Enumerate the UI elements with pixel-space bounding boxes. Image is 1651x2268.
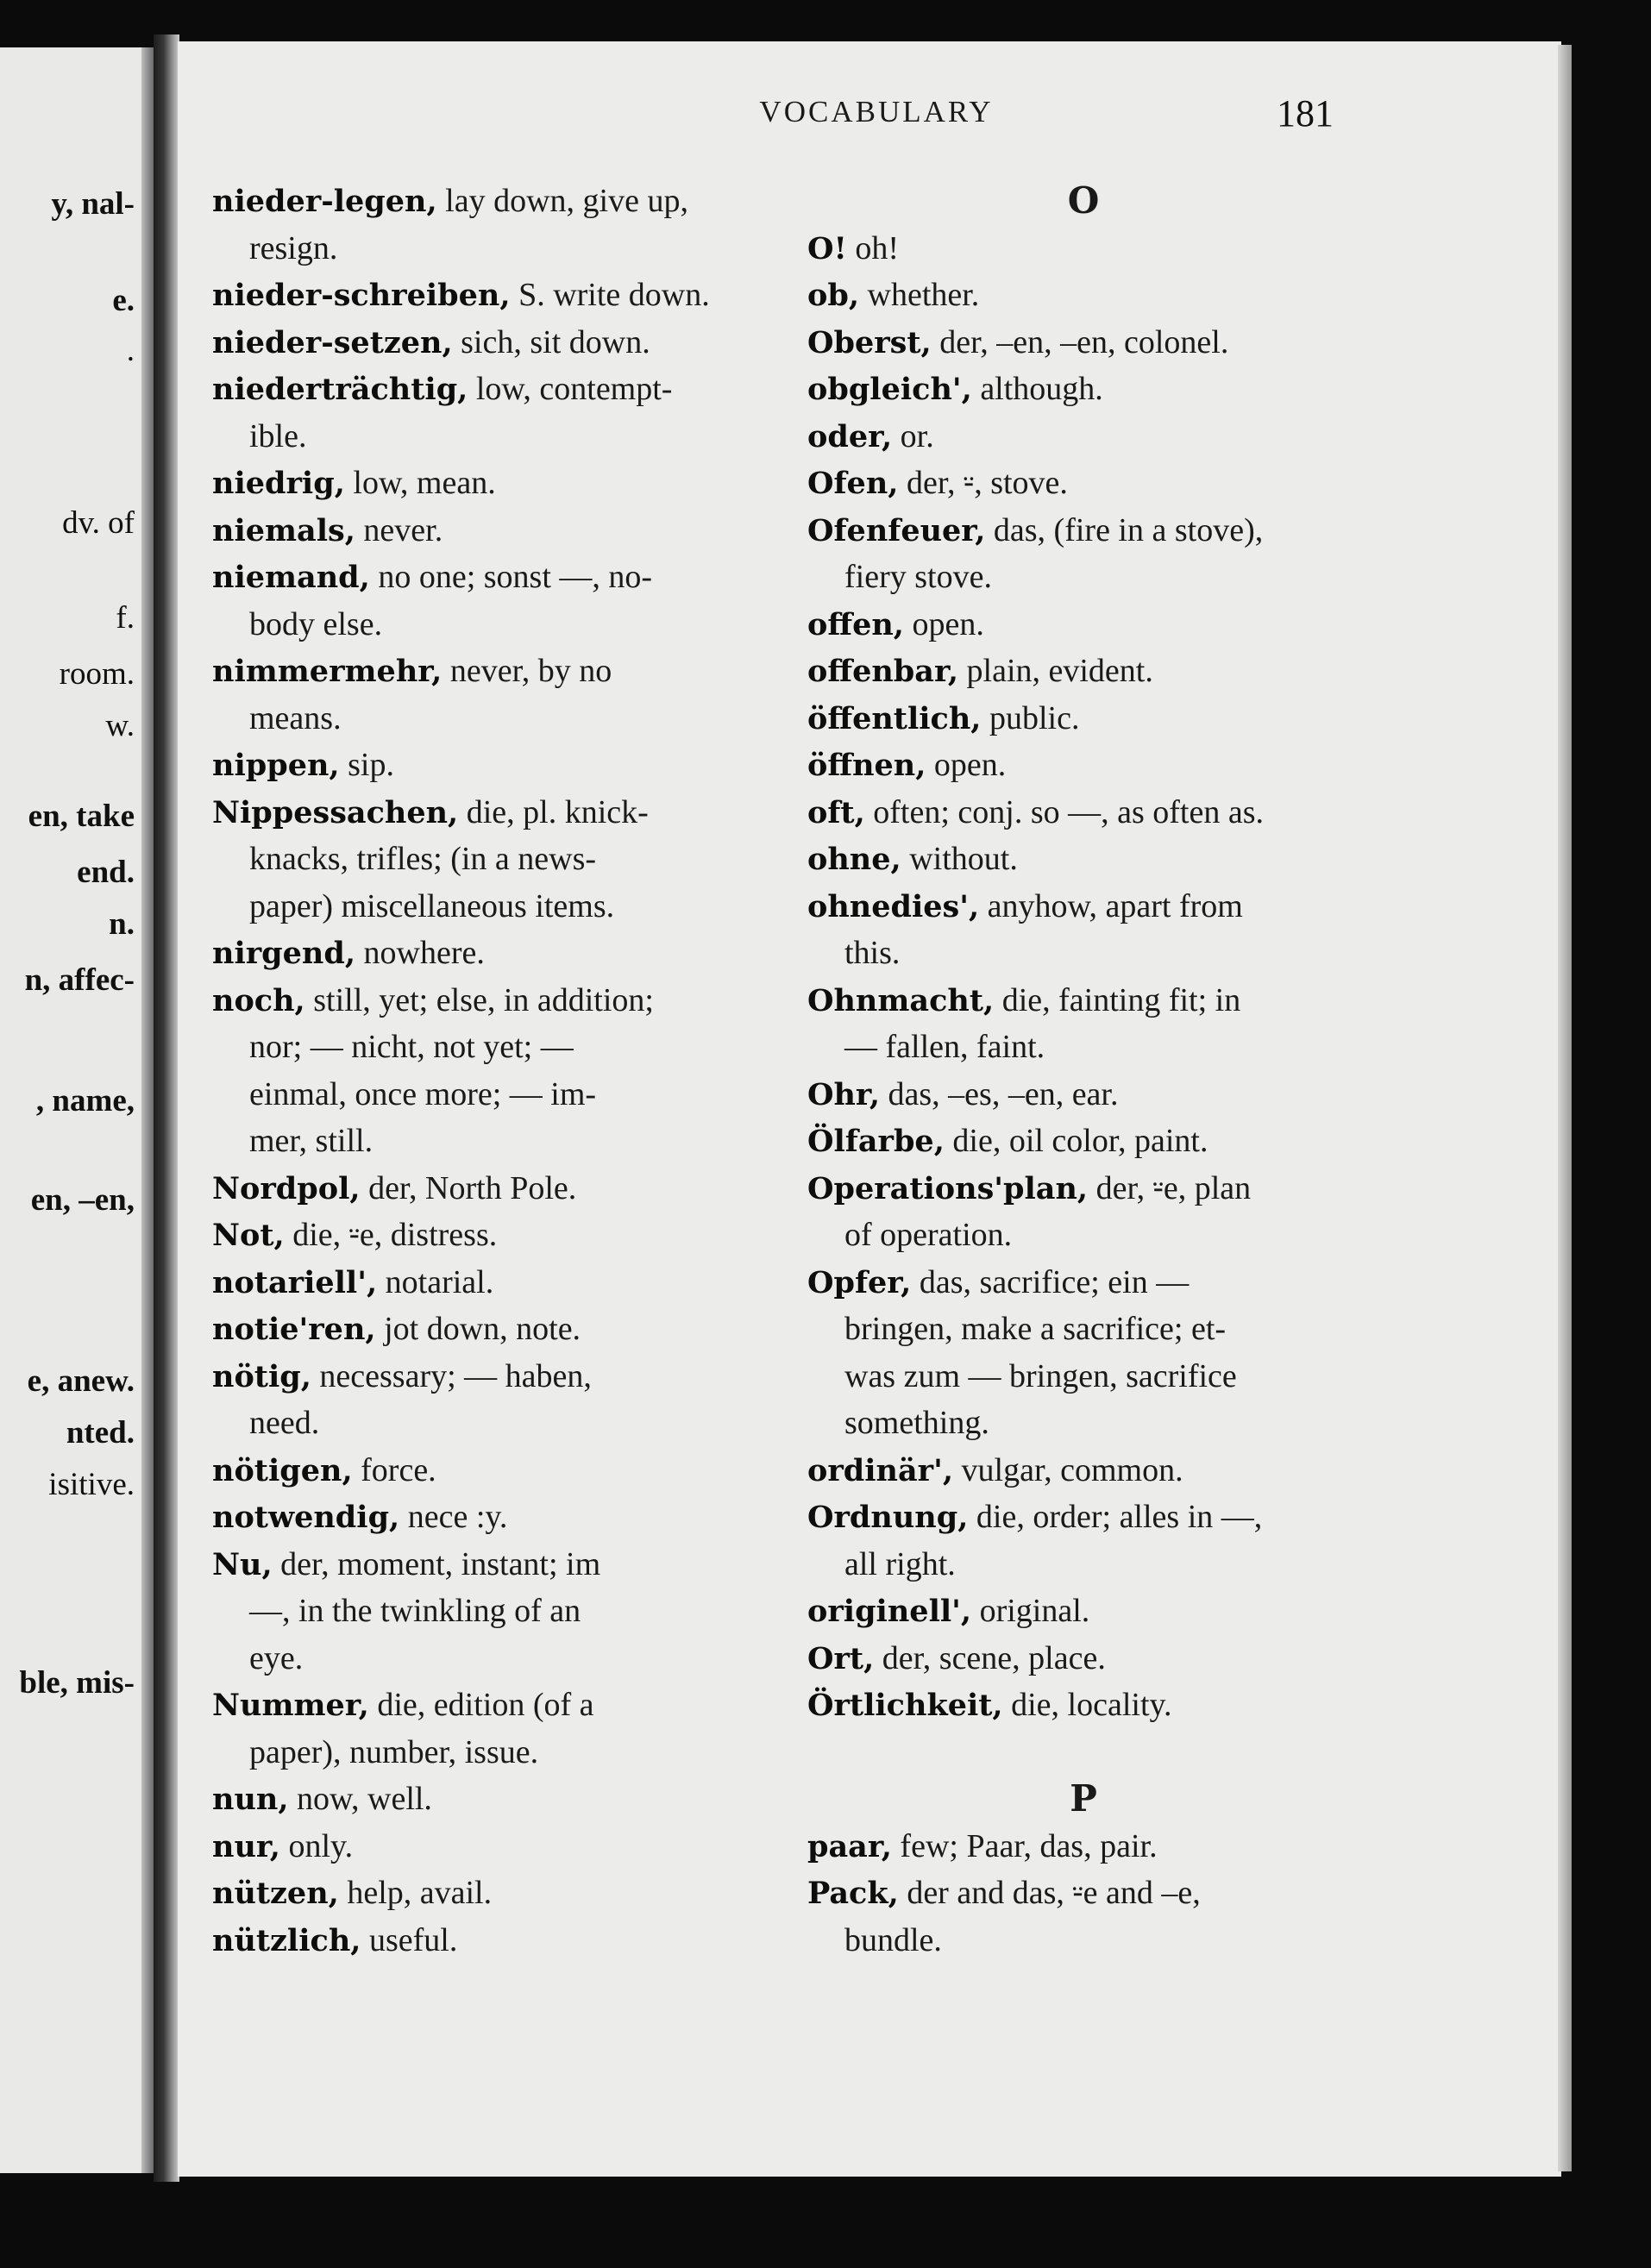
headword: Opfer, <box>807 1264 912 1300</box>
vocabulary-entry <box>807 1165 1359 1212</box>
definition: although. <box>971 371 1103 407</box>
entry-continuation: — fallen, faint. <box>844 1029 1045 1065</box>
entry-continuation: —, in the twinkling of an <box>249 1593 581 1629</box>
headword: Nordpol, <box>212 1170 361 1206</box>
entry-continuation: knacks, trifles; (in a news- <box>249 841 597 877</box>
definition: das, sacrifice; ein — <box>911 1263 1190 1300</box>
headword: Ölfarbe, <box>807 1124 945 1159</box>
vocabulary-entry <box>212 178 756 225</box>
vocabulary-entry <box>212 742 756 789</box>
vocabulary-entry <box>212 1494 756 1541</box>
vocabulary-entry <box>212 1541 756 1588</box>
vocabulary-entry <box>212 366 756 413</box>
headword: originell', <box>807 1594 972 1629</box>
vocabulary-entry <box>212 507 756 554</box>
vocabulary-entry <box>212 1259 756 1306</box>
vocabulary-entry <box>807 742 1359 789</box>
spacer <box>807 1729 1359 1776</box>
definition: der, moment, instant; im <box>272 1545 601 1582</box>
definition: S. write down. <box>510 277 710 313</box>
headword: obgleich', <box>807 372 972 407</box>
headword: niederträchtig, <box>212 372 468 407</box>
definition: never, by no <box>442 653 612 689</box>
vocabulary-entry <box>212 1447 756 1494</box>
definition: force. <box>352 1451 436 1488</box>
vocabulary-entry <box>807 695 1359 742</box>
vocabulary-entry <box>212 272 756 319</box>
vocabulary-entry <box>807 507 1359 554</box>
facing-page <box>0 47 154 2173</box>
headword: ohnedies', <box>807 888 980 924</box>
definition: das, –es, –en, ear. <box>880 1075 1119 1112</box>
headword: Ofen, <box>807 466 899 501</box>
vocabulary-entry <box>807 1588 1359 1635</box>
headword: paar, <box>807 1828 892 1864</box>
definition: necessary; — haben, <box>311 1357 592 1394</box>
definition: notarial. <box>377 1263 494 1300</box>
facing-page-fragment: en, –en, <box>30 1182 135 1218</box>
vocabulary-entry <box>212 930 756 977</box>
definition: still, yet; else, in addition; <box>304 981 654 1018</box>
definition: useful. <box>361 1921 458 1958</box>
entry-continuation: mer, still. <box>249 1123 374 1159</box>
headword: noch, <box>212 982 305 1018</box>
facing-page-fragment: n, affec- <box>24 962 135 998</box>
vocabulary-entry <box>212 977 756 1024</box>
vocabulary-entry <box>807 272 1359 319</box>
vocabulary-entry <box>807 1494 1359 1541</box>
entry-continuation: bringen, make a sacrifice; et- <box>844 1311 1227 1347</box>
headword: Pack, <box>807 1876 899 1911</box>
definition: der, –en, –en, colonel. <box>931 323 1229 360</box>
headword: ordinär', <box>807 1452 954 1488</box>
vocabulary-entry <box>807 1823 1359 1870</box>
page-title: VOCABULARY <box>759 95 994 128</box>
vocabulary-entry <box>807 836 1359 883</box>
headword: Ohr, <box>807 1076 881 1112</box>
headword: nippen, <box>212 748 340 783</box>
vocabulary-entry <box>807 1682 1359 1729</box>
facing-page-fragment: , name, <box>35 1083 135 1118</box>
definition: no one; sonst —, no- <box>369 559 653 595</box>
definition: die, locality. <box>1002 1687 1172 1723</box>
headword: Oberst, <box>807 324 932 360</box>
entry-continuation: need. <box>249 1405 320 1441</box>
facing-page-fragment: isitive. <box>48 1467 135 1502</box>
vocabulary-entry <box>807 883 1359 930</box>
headword: nieder-legen, <box>212 184 437 219</box>
vocabulary-entry <box>212 648 756 695</box>
vocabulary-entry <box>807 413 1359 460</box>
headword: Operations'plan, <box>807 1170 1089 1206</box>
entry-continuation: resign. <box>249 229 338 266</box>
facing-page-fragment: nted. <box>66 1415 135 1450</box>
definition: sip. <box>339 747 394 783</box>
headword: oder, <box>807 418 893 454</box>
headword: öffnen, <box>807 748 926 783</box>
entry-continuation: something. <box>844 1405 989 1441</box>
headword: nützlich, <box>212 1922 361 1958</box>
definition: lay down, give up, <box>436 183 688 219</box>
entry-continuation: nor; — nicht, not yet; — <box>249 1029 574 1065</box>
vocabulary-entry <box>807 225 1359 273</box>
headword: notariell', <box>212 1264 378 1300</box>
headword: Örtlichkeit, <box>807 1688 1003 1723</box>
entry-continuation: means. <box>249 699 342 736</box>
vocabulary-entry <box>807 366 1359 413</box>
definition: low, contempt- <box>468 371 673 407</box>
definition: oh! <box>846 229 900 266</box>
headword: nieder-schreiben, <box>212 278 511 313</box>
definition: sich, sit down. <box>452 323 650 360</box>
facing-page-fragment: w. <box>105 708 135 743</box>
definition: few; Paar, das, pair. <box>891 1827 1158 1864</box>
headword: Nu, <box>212 1546 273 1582</box>
headword: Ofenfeuer, <box>807 512 986 548</box>
definition: never. <box>355 511 443 548</box>
definition: nece :y. <box>399 1499 508 1535</box>
definition: low, mean. <box>344 465 496 501</box>
facing-page-fragment: f. <box>116 600 135 636</box>
headword: ohne, <box>807 842 901 877</box>
definition: whether. <box>859 277 980 313</box>
headword: Ort, <box>807 1640 875 1676</box>
entry-continuation: bundle. <box>844 1921 942 1958</box>
definition: vulgar, common. <box>953 1451 1183 1488</box>
headword: niedrig, <box>212 466 345 501</box>
page-edge <box>1558 45 1572 2171</box>
vocabulary-entry <box>212 1682 756 1729</box>
definition: without. <box>901 841 1018 877</box>
definition: only. <box>279 1827 354 1864</box>
letter-heading: O <box>1067 179 1100 222</box>
vocabulary-entry <box>212 1776 756 1823</box>
vocabulary-entry <box>807 1259 1359 1306</box>
headword: notwendig, <box>212 1500 400 1535</box>
vocabulary-entry <box>212 789 756 836</box>
vocabulary-entry <box>212 1917 756 1964</box>
definition: der, North Pole. <box>360 1169 577 1206</box>
vocabulary-entry <box>212 554 756 601</box>
facing-page-fragment: dv. of <box>62 505 135 541</box>
vocabulary-entry <box>807 601 1359 648</box>
definition: die, order; alles in —, <box>968 1499 1263 1535</box>
headword: nur, <box>212 1828 280 1864</box>
facing-page-fragment: ble, mis- <box>19 1665 135 1701</box>
facing-page-fragment: end. <box>77 855 135 890</box>
headword: nimmermehr, <box>212 654 443 689</box>
headword: oft, <box>807 794 865 830</box>
definition: open. <box>926 747 1007 783</box>
definition: das, (fire in a stove), <box>985 511 1264 548</box>
headword: Ohnmacht, <box>807 982 995 1018</box>
facing-page-fragment: e. <box>112 283 135 318</box>
entry-continuation: of operation. <box>844 1217 1013 1253</box>
headword: notie'ren, <box>212 1312 376 1347</box>
entry-continuation: all right. <box>844 1545 956 1582</box>
facing-page-fragment: y, nal- <box>51 186 135 222</box>
definition: die, pl. knick- <box>458 793 649 830</box>
entry-continuation: body else. <box>249 605 383 642</box>
headword: Nippessachen, <box>212 794 459 830</box>
definition: die, edition (of a <box>368 1687 594 1723</box>
definition: die, oil color, paint. <box>944 1123 1208 1159</box>
headword: niemand, <box>212 560 370 595</box>
definition: jot down, note. <box>375 1311 581 1347</box>
headword: nötigen, <box>212 1452 353 1488</box>
definition: der, scene, place. <box>874 1639 1106 1676</box>
definition: der and das, ⸚e and –e, <box>898 1875 1201 1911</box>
headword: Nummer, <box>212 1688 369 1723</box>
entry-continuation: eye. <box>249 1639 304 1676</box>
headword: nun, <box>212 1782 289 1817</box>
entry-continuation: paper), number, issue. <box>249 1733 539 1770</box>
vocabulary-entry <box>807 1635 1359 1682</box>
entry-continuation: was zum — bringen, sacrifice <box>844 1357 1237 1394</box>
facing-page-fragment: en, take <box>28 799 135 834</box>
vocabulary-entry <box>212 1353 756 1400</box>
headword: O! <box>807 230 847 266</box>
entry-continuation: paper) miscellaneous items. <box>249 887 615 924</box>
headword: Not, <box>212 1218 285 1253</box>
definition: anyhow, apart from <box>979 887 1243 924</box>
entry-continuation: ible. <box>249 417 307 454</box>
definition: or. <box>892 417 934 454</box>
vocabulary-entry <box>807 1118 1359 1165</box>
headword: nieder-setzen, <box>212 324 453 360</box>
headword: öffentlich, <box>807 700 982 736</box>
book-spine <box>154 34 179 2182</box>
page-number: 181 <box>1277 92 1334 135</box>
definition: often; conj. so —, as often as. <box>864 793 1264 830</box>
vocabulary-entry <box>807 319 1359 367</box>
entry-continuation: einmal, once more; — im- <box>249 1075 597 1112</box>
vocabulary-page <box>178 41 1561 2177</box>
definition: now, well. <box>288 1781 432 1817</box>
vocabulary-entry <box>807 1447 1359 1494</box>
right-column <box>807 178 1359 1964</box>
vocabulary-entry <box>212 1212 756 1259</box>
definition: der, ⸚e, plan <box>1088 1169 1252 1206</box>
headword: nützen, <box>212 1876 339 1911</box>
left-column <box>212 178 756 1964</box>
vocabulary-entry <box>807 977 1359 1024</box>
definition: original. <box>971 1593 1090 1629</box>
headword: niemals, <box>212 512 355 548</box>
vocabulary-entry <box>807 1870 1359 1917</box>
definition: nowhere. <box>355 935 485 971</box>
facing-page-fragment: . <box>126 333 135 368</box>
vocabulary-entry <box>807 648 1359 695</box>
definition: der, ⸚, stove. <box>898 465 1068 501</box>
definition: public. <box>981 699 1080 736</box>
vocabulary-entry <box>807 460 1359 507</box>
facing-page-fragment: e, anew. <box>27 1363 135 1399</box>
headword: Ordnung, <box>807 1500 969 1535</box>
headword: offenbar, <box>807 654 959 689</box>
definition: die, fainting fit; in <box>994 981 1241 1018</box>
vocabulary-entry <box>807 1071 1359 1118</box>
definition: help, avail. <box>338 1875 493 1911</box>
headword: ob, <box>807 278 860 313</box>
vocabulary-entry <box>212 1165 756 1212</box>
vocabulary-entry <box>212 1306 756 1353</box>
definition: plain, evident. <box>958 653 1153 689</box>
vocabulary-entry <box>212 319 756 367</box>
entry-continuation: fiery stove. <box>844 559 992 595</box>
facing-page-fragment: room. <box>59 656 135 692</box>
definition: open. <box>903 605 984 642</box>
vocabulary-entry <box>807 789 1359 836</box>
letter-heading: P <box>1070 1777 1097 1820</box>
definition: die, ⸚e, distress. <box>284 1217 498 1253</box>
vocabulary-entry <box>212 460 756 507</box>
headword: offen, <box>807 606 904 642</box>
vocabulary-entry <box>212 1870 756 1917</box>
headword: nirgend, <box>212 936 356 971</box>
facing-page-fragment: n. <box>109 906 135 942</box>
headword: nötig, <box>212 1358 311 1394</box>
entry-continuation: this. <box>844 935 901 971</box>
vocabulary-entry <box>212 1823 756 1870</box>
gutter-shadow <box>141 47 154 2173</box>
